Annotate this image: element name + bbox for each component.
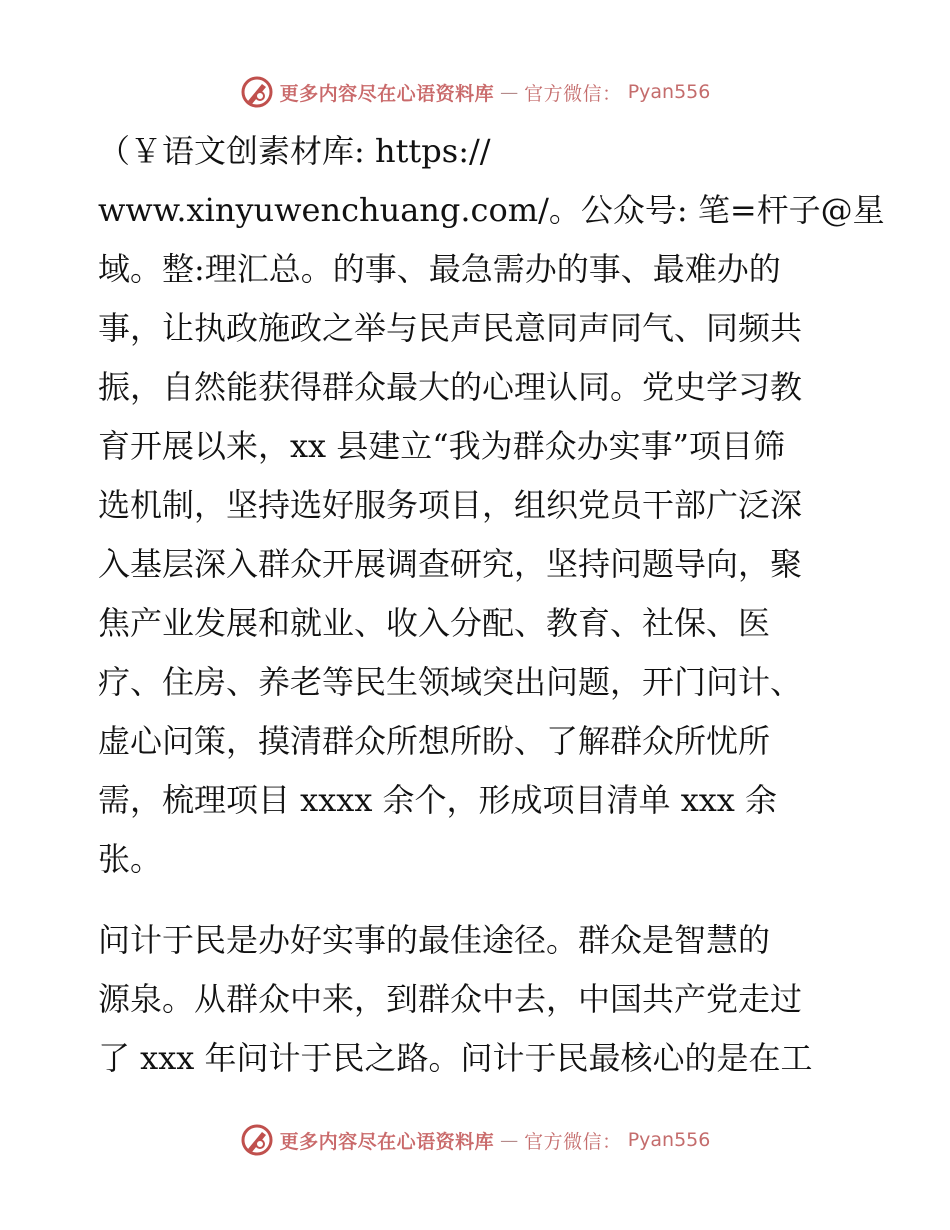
text-line: 张。	[98, 840, 163, 878]
text-line: 虚心问策，摸清群众所想所盼、了解群众所忧所	[98, 722, 771, 760]
text-line: www.xinyuwenchuang.com/。公众号: 笔=杆子@星	[98, 191, 885, 229]
header-watermark	[0, 70, 950, 114]
banner-main-text: 更多内容尽在心语资料库	[279, 82, 495, 105]
text-line: 事，让执政施政之举与民声民意同声同气、同频共	[98, 309, 803, 347]
pen-logo-icon	[240, 75, 274, 109]
text-line: 了 xxx 年问计于民之路。问计于民最核心的是在工	[98, 1039, 813, 1077]
document-body	[98, 122, 885, 1088]
paragraph-spacer	[98, 889, 858, 911]
text-line: 振，自然能获得群众最大的心理认同。党史学习教	[98, 368, 803, 406]
text-line: 育开展以来，xx 县建立“我为群众办实事”项目筛	[98, 427, 785, 465]
text-line: 源泉。从群众中来，到群众中去，中国共产党走过	[98, 980, 803, 1018]
banner-sub-text: 官方微信：	[524, 1130, 622, 1153]
text-line: 入基层深入群众开展调查研究，坚持问题导向，聚	[98, 545, 803, 583]
text-line: 选机制，坚持选好服务项目，组织党员干部广泛深	[98, 486, 803, 524]
banner-sub-text: 官方微信：	[524, 82, 622, 105]
banner-main-text: 更多内容尽在心语资料库	[279, 1130, 495, 1153]
text-line: 需，梳理项目 xxxx 余个，形成项目清单 xxx 余	[98, 781, 778, 819]
text-line: 疗、住房、养老等民生领域突出问题，开门问计、	[98, 663, 803, 701]
text-line: （￥语文创素材库: https://	[98, 132, 491, 170]
paragraph-2	[98, 911, 858, 1088]
paragraph-1	[98, 122, 885, 889]
banner-account: Pyan556	[627, 81, 711, 103]
banner-account: Pyan556	[627, 1129, 711, 1151]
banner-dash: —	[500, 1129, 519, 1151]
footer-watermark	[0, 1118, 950, 1162]
text-line: 问计于民是办好实事的最佳途径。群众是智慧的	[98, 921, 771, 959]
text-line: 焦产业发展和就业、收入分配、教育、社保、医	[98, 604, 771, 642]
pen-logo-icon	[240, 1123, 274, 1157]
banner-dash: —	[500, 81, 519, 103]
text-line: 域。整:理汇总。的事、最急需办的事、最难办的	[98, 250, 781, 288]
